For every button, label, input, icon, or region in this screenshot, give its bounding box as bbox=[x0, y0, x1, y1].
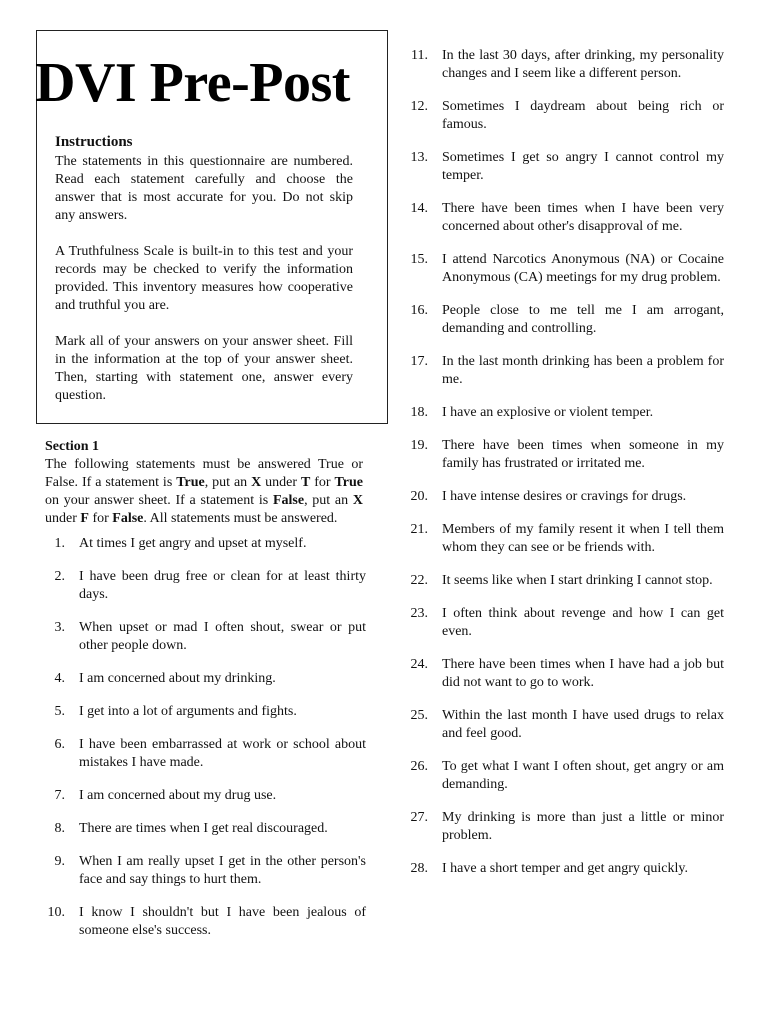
question-text: At times I get angry and upset at myself. bbox=[79, 536, 307, 551]
question-number: 27. bbox=[410, 810, 428, 825]
question-number: 20. bbox=[410, 489, 428, 504]
question-number: 2. bbox=[54, 569, 65, 584]
question-number: 6. bbox=[54, 737, 65, 752]
question-item bbox=[406, 707, 724, 743]
question-number: 7. bbox=[54, 788, 65, 803]
question-text: To get what I want I often shout, get angry or am demanding. bbox=[442, 759, 724, 792]
question-number: 8. bbox=[54, 821, 65, 836]
question-text: I attend Narcotics Anonymous (NA) or Cocaine Anonymous (CA) meetings for my drug problem. bbox=[442, 252, 724, 285]
question-item bbox=[38, 535, 366, 553]
bold-term: True bbox=[334, 475, 364, 490]
question-item bbox=[38, 568, 366, 604]
question-item bbox=[38, 670, 366, 688]
question-item bbox=[406, 98, 724, 134]
bold-term: T bbox=[300, 475, 311, 490]
question-text: I have intense desires or cravings for drugs. bbox=[442, 489, 687, 504]
question-item bbox=[406, 809, 724, 845]
bold-term: F bbox=[80, 511, 89, 526]
question-text: Within the last month I have used drugs to relax and feel good. bbox=[442, 708, 724, 741]
question-item bbox=[406, 605, 724, 641]
question-item bbox=[406, 200, 724, 236]
question-list-left bbox=[38, 535, 366, 940]
section-1 bbox=[36, 438, 363, 528]
text-run: . All statements must be answered. bbox=[143, 511, 338, 526]
question-text: I am concerned about my drinking. bbox=[79, 671, 276, 686]
bold-term: False bbox=[272, 493, 305, 508]
question-item bbox=[38, 736, 366, 772]
question-text: There are times when I get real discouraged. bbox=[79, 821, 328, 836]
question-number: 13. bbox=[410, 150, 428, 165]
question-text: Sometimes I get so angry I cannot control my temper. bbox=[442, 150, 724, 183]
question-item bbox=[406, 149, 724, 185]
question-item bbox=[38, 853, 366, 889]
text-run: The following statements must be answered True or False. If a statement is bbox=[45, 457, 363, 490]
question-item bbox=[38, 619, 366, 655]
question-number: 16. bbox=[410, 303, 428, 318]
question-text: I have an explosive or violent temper. bbox=[442, 405, 654, 420]
question-item bbox=[406, 251, 724, 287]
bold-term: False bbox=[112, 511, 144, 526]
question-text: I get into a lot of arguments and fights. bbox=[79, 704, 297, 719]
text-run: on your answer sheet. If a statement is bbox=[45, 493, 273, 508]
question-number: 10. bbox=[47, 905, 65, 920]
question-text: There have been times when I have had a job but did not want to go to work. bbox=[442, 657, 724, 690]
question-number: 28. bbox=[410, 861, 428, 876]
question-item bbox=[406, 404, 724, 422]
question-list-right bbox=[406, 47, 724, 878]
question-text: I have a short temper and get angry quickly. bbox=[442, 861, 688, 876]
section-heading: Section 1 bbox=[45, 439, 100, 454]
question-number: 14. bbox=[410, 201, 428, 216]
bold-term: True bbox=[176, 475, 205, 490]
question-number: 24. bbox=[410, 657, 428, 672]
question-item bbox=[38, 703, 366, 721]
bold-term: X bbox=[251, 475, 262, 490]
question-number: 1. bbox=[54, 536, 65, 551]
question-number: 18. bbox=[410, 405, 428, 420]
question-text: Sometimes I daydream about being rich or famous. bbox=[442, 99, 724, 132]
text-run: , put an bbox=[304, 493, 353, 508]
question-text: There have been times when I have been very concerned about other's disapproval of me. bbox=[442, 201, 724, 234]
question-text: When I am really upset I get in the other person's face and say things to hurt them. bbox=[79, 854, 366, 887]
question-text: I am concerned about my drug use. bbox=[79, 788, 277, 803]
question-number: 3. bbox=[54, 620, 65, 635]
instructions-heading: Instructions bbox=[55, 134, 133, 150]
question-text: There have been times when someone in my family has frustrated or irritated me. bbox=[442, 438, 724, 471]
question-item bbox=[406, 302, 724, 338]
question-item bbox=[406, 47, 724, 83]
question-text: People close to me tell me I am arrogant, demanding and controlling. bbox=[442, 303, 724, 336]
question-number: 25. bbox=[410, 708, 428, 723]
question-text: I have been drug free or clean for at least thirty days. bbox=[79, 569, 366, 602]
text-run: , put an bbox=[204, 475, 252, 490]
question-number: 5. bbox=[54, 704, 65, 719]
question-text: In the last 30 days, after drinking, my personality changes and I seem like a different person. bbox=[442, 48, 724, 81]
question-number: 9. bbox=[54, 854, 65, 869]
question-number: 11. bbox=[411, 48, 428, 63]
question-item bbox=[406, 656, 724, 692]
question-text: My drinking is more than just a little or minor problem. bbox=[442, 810, 724, 843]
instructions-paragraph: Mark all of your answers on your answer sheet. Fill in the information at the top of your answer sheet. Then, starting with statement one, answer every question. bbox=[55, 334, 353, 403]
question-text: I have been embarrassed at work or school about mistakes I have made. bbox=[79, 737, 366, 770]
question-item bbox=[406, 488, 724, 506]
question-item bbox=[406, 521, 724, 557]
text-run: under bbox=[45, 511, 81, 526]
question-text: I know I shouldn't but I have been jealous of someone else's success. bbox=[79, 905, 366, 938]
question-item bbox=[406, 758, 724, 794]
section-instructions bbox=[45, 456, 363, 528]
question-number: 22. bbox=[410, 573, 428, 588]
question-text: It seems like when I start drinking I cannot stop. bbox=[442, 573, 713, 588]
text-run: under bbox=[261, 475, 301, 490]
question-number: 4. bbox=[54, 671, 65, 686]
question-item bbox=[406, 860, 724, 878]
instructions-block bbox=[55, 133, 353, 423]
question-item bbox=[406, 353, 724, 389]
question-number: 15. bbox=[410, 252, 428, 267]
question-text: In the last month drinking has been a problem for me. bbox=[442, 354, 724, 387]
instructions-paragraph: A Truthfulness Scale is built-in to this test and your records may be checked to verify the information provided. This inventory measures how cooperative and truthful you are. bbox=[55, 244, 353, 313]
question-item bbox=[406, 572, 724, 590]
question-item bbox=[406, 437, 724, 473]
question-item bbox=[38, 820, 366, 838]
question-number: 26. bbox=[410, 759, 428, 774]
question-text: When upset or mad I often shout, swear or put other people down. bbox=[79, 620, 366, 653]
question-number: 21. bbox=[410, 522, 428, 537]
question-number: 19. bbox=[410, 438, 428, 453]
right-column bbox=[406, 47, 724, 893]
question-number: 23. bbox=[410, 606, 428, 621]
question-item bbox=[38, 787, 366, 805]
question-text: Members of my family resent it when I tell them whom they can see or be friends with. bbox=[442, 522, 724, 555]
document-title: DVI Pre-Post bbox=[35, 52, 350, 114]
question-number: 17. bbox=[410, 354, 428, 369]
left-column bbox=[36, 30, 390, 955]
question-item bbox=[38, 904, 366, 940]
bold-term: X bbox=[352, 493, 363, 508]
text-run: for bbox=[88, 511, 113, 526]
question-number: 12. bbox=[410, 99, 428, 114]
instructions-paragraph: The statements in this questionnaire are numbered. Read each statement carefully and choose the answer that is most accurate for you. Do not skip any answers. bbox=[55, 154, 353, 223]
text-run: for bbox=[310, 475, 335, 490]
title-box bbox=[36, 30, 388, 424]
question-text: I often think about revenge and how I can get even. bbox=[442, 606, 724, 639]
